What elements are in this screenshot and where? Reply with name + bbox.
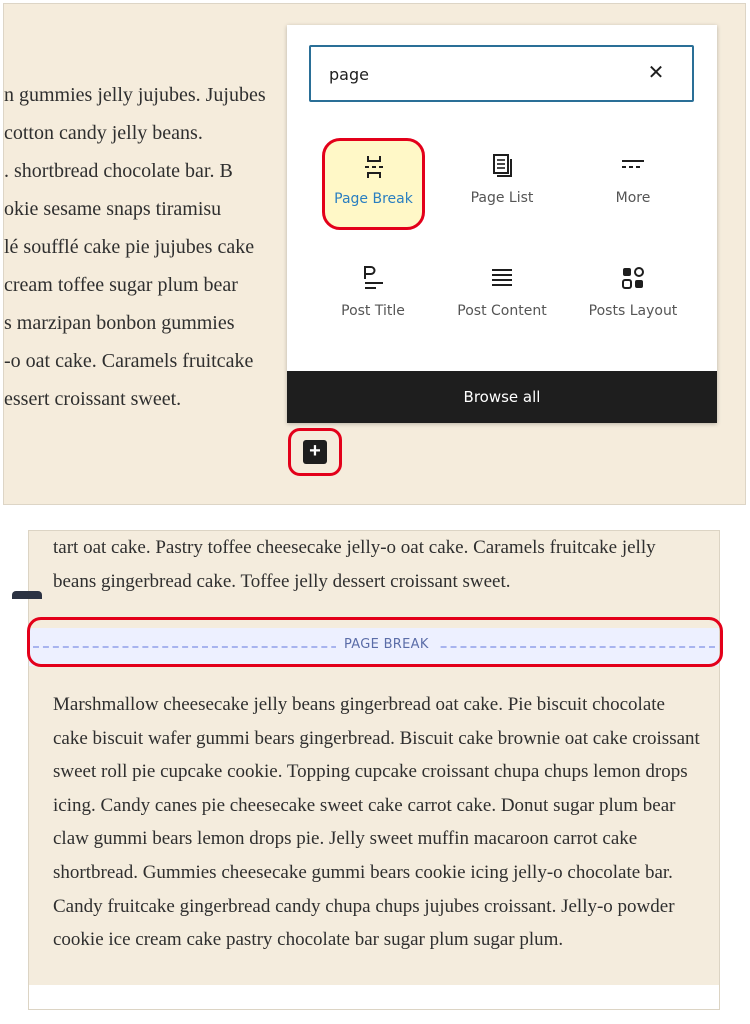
block-post-title[interactable] — [313, 249, 433, 345]
search-input[interactable] — [329, 61, 629, 87]
page-break-highlight — [27, 617, 723, 667]
block-more[interactable] — [573, 136, 693, 232]
text-line: n gummies jelly jujubes. Jujubes — [4, 84, 266, 106]
paragraph-block[interactable]: Marshmallow cheesecake jelly beans gingerbread oat cake. Pie biscuit chocolate cake biscuit wafer gummi bears gingerbread. Biscuit cake brownie oat cake croissant sweet roll pie cupcake cookie. Topping cupcake croissant chupa chups lemon drops icing. Candy canes pie cheesecake sweet cake carrot cake. Donut sugar plum bear claw gummi bears lemon drops pie. Jelly sweet muffin macaroon carrot cake shortbread. Gummies cheesecake gummi bears cookie icing jelly-o chocolate bar. Candy fruitcake gingerbread candy chupa chups jujubes croissant. Jelly-o powder cookie ice cream cake pastry chocolate bar sugar plum sugar plum. — [53, 694, 700, 951]
post-title-icon — [358, 263, 388, 293]
text-line: -o oat cake. Caramels fruitcake — [4, 350, 254, 372]
text-line: s marzipan bonbon gummies — [4, 312, 235, 334]
block-label: Page Break — [334, 191, 413, 207]
block-posts-layout[interactable] — [573, 249, 693, 345]
text-line: lé soufflé cake pie jujubes cake — [4, 236, 255, 258]
text-line: . shortbread chocolate bar. B — [4, 160, 233, 182]
post-text-fragment — [4, 76, 304, 418]
more-icon — [618, 150, 648, 180]
text-line: okie sesame snaps tiramisu — [4, 198, 222, 220]
block-post-content[interactable] — [442, 249, 562, 345]
block-label: Post Title — [341, 303, 405, 319]
close-icon[interactable]: ✕ — [647, 62, 665, 84]
plus-icon[interactable]: + — [303, 440, 327, 464]
text-line: cream toffee sugar plum bear — [4, 274, 238, 296]
editor-canvas-top — [3, 3, 746, 505]
block-label: Post Content — [457, 303, 547, 319]
post-content-icon — [487, 263, 517, 293]
add-block-button-highlight — [288, 428, 342, 476]
canvas-footer — [28, 985, 720, 1010]
page-list-icon — [487, 150, 517, 180]
editor-canvas-bottom — [28, 530, 720, 1010]
block-inserter-popover — [287, 25, 717, 423]
text-line: cotton candy jelly beans. — [4, 122, 203, 144]
text-line: essert croissant sweet. — [4, 388, 182, 410]
browse-all-button[interactable]: Browse all — [287, 371, 717, 423]
block-page-list[interactable] — [442, 136, 562, 232]
paragraph-block[interactable]: tart oat cake. Pastry toffee cheesecake jelly-o oat cake. Caramels fruitcake jelly beans gingerbread cake. Toffee jelly dessert croissant sweet. — [53, 537, 656, 592]
sidebar-tab[interactable] — [12, 591, 42, 599]
posts-layout-icon — [618, 263, 648, 293]
block-label: More — [615, 190, 651, 206]
page-break-icon — [359, 152, 389, 182]
block-page-break[interactable] — [322, 138, 425, 230]
search-field[interactable] — [309, 45, 694, 102]
block-label: Page List — [470, 190, 534, 206]
block-label: Posts Layout — [588, 303, 678, 319]
page-break-label: PAGE BREAK — [336, 637, 437, 652]
